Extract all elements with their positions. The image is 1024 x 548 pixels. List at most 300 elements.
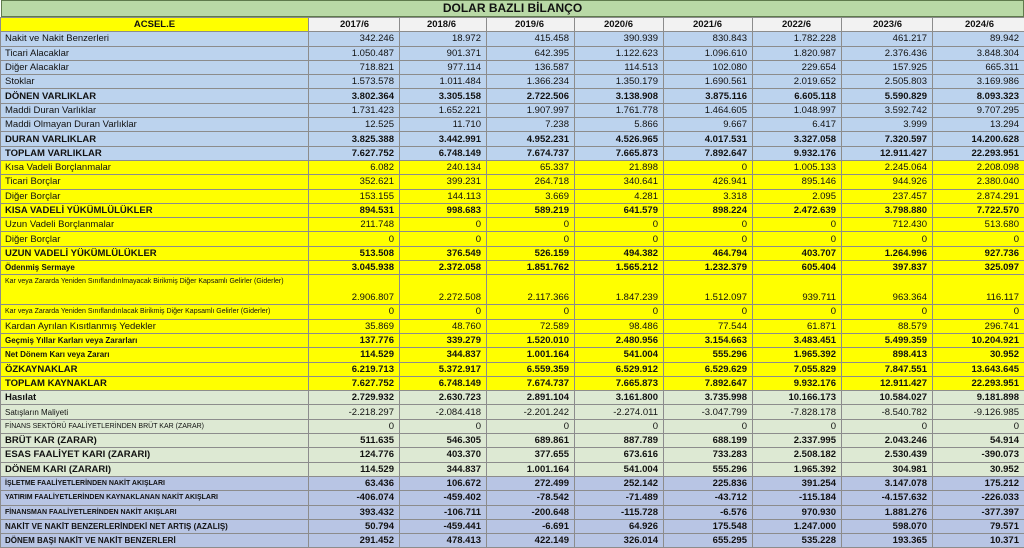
value-cell[interactable]: 1.366.234 <box>487 75 575 89</box>
value-cell[interactable]: 61.871 <box>753 319 842 333</box>
value-cell[interactable]: 5.372.917 <box>400 362 487 376</box>
value-cell[interactable]: 733.283 <box>664 448 753 462</box>
row-label-cell[interactable]: UZUN VADELİ YÜKÜMLÜLÜKLER <box>1 246 309 260</box>
value-cell[interactable]: 7.627.752 <box>309 146 400 160</box>
value-cell[interactable]: 2.117.366 <box>487 275 575 305</box>
value-cell[interactable]: 494.382 <box>575 246 664 260</box>
value-cell[interactable]: 14.200.628 <box>933 132 1024 146</box>
value-cell[interactable]: 655.295 <box>664 534 753 548</box>
row-label-cell[interactable]: Kısa Vadeli Borçlanmalar <box>1 160 309 174</box>
value-cell[interactable]: 72.589 <box>487 319 575 333</box>
value-cell[interactable]: 13.643.645 <box>933 362 1024 376</box>
value-cell[interactable]: 12.525 <box>309 118 400 132</box>
value-cell[interactable]: 3.592.742 <box>842 103 933 117</box>
row-label-cell[interactable]: Nakit ve Nakit Benzerleri <box>1 32 309 46</box>
value-cell[interactable]: 1.005.133 <box>753 160 842 174</box>
value-cell[interactable]: 252.142 <box>575 476 664 490</box>
value-cell[interactable]: 415.458 <box>487 32 575 46</box>
value-cell[interactable]: 642.395 <box>487 46 575 60</box>
value-cell[interactable]: 4.017.531 <box>664 132 753 146</box>
value-cell[interactable]: 0 <box>753 232 842 246</box>
value-cell[interactable]: 1.350.179 <box>575 75 664 89</box>
value-cell[interactable]: 2.095 <box>753 189 842 203</box>
row-label-cell[interactable]: Net Dönem Karı veya Zararı <box>1 348 309 362</box>
value-cell[interactable]: 2.480.956 <box>575 333 664 347</box>
value-cell[interactable]: 9.181.898 <box>933 391 1024 405</box>
row-label-cell[interactable]: TOPLAM KAYNAKLAR <box>1 376 309 390</box>
value-cell[interactable]: 229.654 <box>753 60 842 74</box>
value-cell[interactable]: -3.047.799 <box>664 405 753 419</box>
value-cell[interactable]: 0 <box>842 305 933 319</box>
value-cell[interactable]: 7.722.570 <box>933 203 1024 217</box>
value-cell[interactable]: 0 <box>487 305 575 319</box>
value-cell[interactable]: 1.847.239 <box>575 275 664 305</box>
value-cell[interactable]: 340.641 <box>575 175 664 189</box>
value-cell[interactable]: 114.513 <box>575 60 664 74</box>
row-label-cell[interactable]: NAKİT VE NAKİT BENZERLERİNDEKİ NET ARTIŞ (AZALIŞ) <box>1 519 309 533</box>
value-cell[interactable]: 1.247.000 <box>753 519 842 533</box>
value-cell[interactable]: 397.837 <box>842 261 933 275</box>
value-cell[interactable]: 3.825.388 <box>309 132 400 146</box>
value-cell[interactable]: 339.279 <box>400 333 487 347</box>
row-label-cell[interactable]: ESAS FAALİYET KARI (ZARARI) <box>1 448 309 462</box>
value-cell[interactable]: 2.508.182 <box>753 448 842 462</box>
value-cell[interactable]: 116.117 <box>933 275 1024 305</box>
value-cell[interactable]: 211.748 <box>309 218 400 232</box>
value-cell[interactable]: 898.413 <box>842 348 933 362</box>
value-cell[interactable]: 344.837 <box>400 348 487 362</box>
value-cell[interactable]: 102.080 <box>664 60 753 74</box>
value-cell[interactable]: 998.683 <box>400 203 487 217</box>
value-cell[interactable]: 0 <box>842 232 933 246</box>
value-cell[interactable]: -2.201.242 <box>487 405 575 419</box>
value-cell[interactable]: 0 <box>309 419 400 433</box>
value-cell[interactable]: 376.549 <box>400 246 487 260</box>
year-header[interactable]: 2017/6 <box>309 18 400 32</box>
value-cell[interactable]: 1.011.484 <box>400 75 487 89</box>
value-cell[interactable]: 352.621 <box>309 175 400 189</box>
value-cell[interactable]: -8.540.782 <box>842 405 933 419</box>
value-cell[interactable]: 77.544 <box>664 319 753 333</box>
value-cell[interactable]: 64.926 <box>575 519 664 533</box>
value-cell[interactable]: 10.204.921 <box>933 333 1024 347</box>
value-cell[interactable]: -200.648 <box>487 505 575 519</box>
value-cell[interactable]: 65.337 <box>487 160 575 174</box>
value-cell[interactable]: 511.635 <box>309 434 400 448</box>
value-cell[interactable]: 5.866 <box>575 118 664 132</box>
value-cell[interactable]: 21.898 <box>575 160 664 174</box>
value-cell[interactable]: 88.579 <box>842 319 933 333</box>
row-label-cell[interactable]: Geçmiş Yıllar Karları veya Zararları <box>1 333 309 347</box>
value-cell[interactable]: 225.836 <box>664 476 753 490</box>
value-cell[interactable]: 2.874.291 <box>933 189 1024 203</box>
value-cell[interactable]: 0 <box>664 305 753 319</box>
value-cell[interactable]: 9.707.295 <box>933 103 1024 117</box>
value-cell[interactable]: 2.472.639 <box>753 203 842 217</box>
value-cell[interactable]: 50.794 <box>309 519 400 533</box>
value-cell[interactable]: 1.652.221 <box>400 103 487 117</box>
value-cell[interactable]: 175.212 <box>933 476 1024 490</box>
value-cell[interactable]: 6.417 <box>753 118 842 132</box>
row-label-cell[interactable]: FİNANS SEKTÖRÜ FAALİYETLERİNDEN BRÜT KAR (ZARAR) <box>1 419 309 433</box>
value-cell[interactable]: 3.161.800 <box>575 391 664 405</box>
value-cell[interactable]: 461.217 <box>842 32 933 46</box>
value-cell[interactable]: 22.293.951 <box>933 146 1024 160</box>
value-cell[interactable]: -459.441 <box>400 519 487 533</box>
value-cell[interactable]: 0 <box>400 305 487 319</box>
value-cell[interactable]: -226.033 <box>933 491 1024 505</box>
value-cell[interactable]: 6.559.359 <box>487 362 575 376</box>
value-cell[interactable]: 513.508 <box>309 246 400 260</box>
value-cell[interactable]: 114.529 <box>309 348 400 362</box>
value-cell[interactable]: 1.907.997 <box>487 103 575 117</box>
value-cell[interactable]: 688.199 <box>664 434 753 448</box>
value-cell[interactable]: 0 <box>664 160 753 174</box>
row-label-cell[interactable]: DÖNEM BAŞI NAKİT VE NAKİT BENZERLERİ <box>1 534 309 548</box>
value-cell[interactable]: 526.159 <box>487 246 575 260</box>
value-cell[interactable]: 1.761.778 <box>575 103 664 117</box>
value-cell[interactable]: 2.505.803 <box>842 75 933 89</box>
value-cell[interactable]: 426.941 <box>664 175 753 189</box>
ticker-cell[interactable]: ACSEL.E <box>1 18 309 32</box>
row-label-cell[interactable]: DÖNEN VARLIKLAR <box>1 89 309 103</box>
value-cell[interactable]: 1.464.605 <box>664 103 753 117</box>
value-cell[interactable]: 1.820.987 <box>753 46 842 60</box>
year-header[interactable]: 2020/6 <box>575 18 664 32</box>
value-cell[interactable]: 478.413 <box>400 534 487 548</box>
value-cell[interactable]: 3.138.908 <box>575 89 664 103</box>
value-cell[interactable]: 30.952 <box>933 462 1024 476</box>
value-cell[interactable]: 541.004 <box>575 462 664 476</box>
value-cell[interactable]: 325.097 <box>933 261 1024 275</box>
value-cell[interactable]: 10.166.173 <box>753 391 842 405</box>
year-header[interactable]: 2021/6 <box>664 18 753 32</box>
value-cell[interactable]: 13.294 <box>933 118 1024 132</box>
value-cell[interactable]: -71.489 <box>575 491 664 505</box>
value-cell[interactable]: 1.565.212 <box>575 261 664 275</box>
row-label-cell[interactable]: Kar veya Zararda Yeniden Sınıflandırılacak Birikmiş Diğer Kapsamlı Gelirler (Giderler) <box>1 305 309 319</box>
value-cell[interactable]: 7.627.752 <box>309 376 400 390</box>
value-cell[interactable]: 136.587 <box>487 60 575 74</box>
value-cell[interactable]: 641.579 <box>575 203 664 217</box>
value-cell[interactable]: 6.219.713 <box>309 362 400 376</box>
value-cell[interactable]: 555.296 <box>664 462 753 476</box>
value-cell[interactable]: -6.691 <box>487 519 575 533</box>
value-cell[interactable]: 9.932.176 <box>753 146 842 160</box>
value-cell[interactable]: 0 <box>309 232 400 246</box>
value-cell[interactable]: 0 <box>487 218 575 232</box>
value-cell[interactable]: -2.274.011 <box>575 405 664 419</box>
value-cell[interactable]: 6.748.149 <box>400 376 487 390</box>
value-cell[interactable]: 54.914 <box>933 434 1024 448</box>
value-cell[interactable]: 175.548 <box>664 519 753 533</box>
value-cell[interactable]: 63.436 <box>309 476 400 490</box>
value-cell[interactable]: 718.821 <box>309 60 400 74</box>
value-cell[interactable]: 6.605.118 <box>753 89 842 103</box>
value-cell[interactable]: 10.584.027 <box>842 391 933 405</box>
value-cell[interactable]: 895.146 <box>753 175 842 189</box>
value-cell[interactable]: -377.397 <box>933 505 1024 519</box>
value-cell[interactable]: 157.925 <box>842 60 933 74</box>
value-cell[interactable]: 513.680 <box>933 218 1024 232</box>
value-cell[interactable]: 2.530.439 <box>842 448 933 462</box>
value-cell[interactable]: 7.665.873 <box>575 376 664 390</box>
value-cell[interactable]: 2.376.436 <box>842 46 933 60</box>
value-cell[interactable]: 887.789 <box>575 434 664 448</box>
value-cell[interactable]: -6.576 <box>664 505 753 519</box>
value-cell[interactable]: 927.736 <box>933 246 1024 260</box>
value-cell[interactable]: 0 <box>575 305 664 319</box>
value-cell[interactable]: 898.224 <box>664 203 753 217</box>
value-cell[interactable]: 7.674.737 <box>487 376 575 390</box>
value-cell[interactable]: 3.483.451 <box>753 333 842 347</box>
value-cell[interactable]: 977.114 <box>400 60 487 74</box>
value-cell[interactable]: 2.272.508 <box>400 275 487 305</box>
value-cell[interactable]: 3.045.938 <box>309 261 400 275</box>
value-cell[interactable]: 377.655 <box>487 448 575 462</box>
value-cell[interactable]: 3.999 <box>842 118 933 132</box>
value-cell[interactable]: 4.526.965 <box>575 132 664 146</box>
value-cell[interactable]: 7.665.873 <box>575 146 664 160</box>
value-cell[interactable]: 1.122.623 <box>575 46 664 60</box>
value-cell[interactable]: -9.126.985 <box>933 405 1024 419</box>
value-cell[interactable]: 546.305 <box>400 434 487 448</box>
value-cell[interactable]: -43.712 <box>664 491 753 505</box>
value-cell[interactable]: 124.776 <box>309 448 400 462</box>
value-cell[interactable]: 1.048.997 <box>753 103 842 117</box>
value-cell[interactable]: 0 <box>753 305 842 319</box>
value-cell[interactable]: -115.728 <box>575 505 664 519</box>
value-cell[interactable]: 464.794 <box>664 246 753 260</box>
value-cell[interactable]: 7.892.647 <box>664 376 753 390</box>
value-cell[interactable]: 0 <box>575 218 664 232</box>
row-label-cell[interactable]: FİNANSMAN FAALİYETLERİNDEN NAKİT AKIŞLARI <box>1 505 309 519</box>
value-cell[interactable]: 894.531 <box>309 203 400 217</box>
value-cell[interactable]: 0 <box>487 419 575 433</box>
value-cell[interactable]: 9.667 <box>664 118 753 132</box>
value-cell[interactable]: 598.070 <box>842 519 933 533</box>
row-label-cell[interactable]: YATIRIM FAALİYETLERİNDEN KAYNAKLANAN NAKİT AKIŞLARI <box>1 491 309 505</box>
value-cell[interactable]: 3.305.158 <box>400 89 487 103</box>
value-cell[interactable]: 0 <box>753 419 842 433</box>
year-header[interactable]: 2024/6 <box>933 18 1024 32</box>
value-cell[interactable]: 6.082 <box>309 160 400 174</box>
value-cell[interactable]: 3.169.986 <box>933 75 1024 89</box>
value-cell[interactable]: 403.707 <box>753 246 842 260</box>
value-cell[interactable]: 79.571 <box>933 519 1024 533</box>
value-cell[interactable]: 4.952.231 <box>487 132 575 146</box>
value-cell[interactable]: 901.371 <box>400 46 487 60</box>
value-cell[interactable]: 153.155 <box>309 189 400 203</box>
value-cell[interactable]: 1.881.276 <box>842 505 933 519</box>
row-label-cell[interactable]: DURAN VARLIKLAR <box>1 132 309 146</box>
row-label-cell[interactable]: Kardan Ayrılan Kısıtlanmış Yedekler <box>1 319 309 333</box>
value-cell[interactable]: 3.154.663 <box>664 333 753 347</box>
value-cell[interactable]: 1.573.578 <box>309 75 400 89</box>
value-cell[interactable]: 10.371 <box>933 534 1024 548</box>
row-label-cell[interactable]: Uzun Vadeli Borçlanmalar <box>1 218 309 232</box>
value-cell[interactable]: 291.452 <box>309 534 400 548</box>
row-label-cell[interactable]: Diğer Borçlar <box>1 189 309 203</box>
value-cell[interactable]: 605.404 <box>753 261 842 275</box>
value-cell[interactable]: 1.965.392 <box>753 348 842 362</box>
row-label-cell[interactable]: BRÜT KAR (ZARAR) <box>1 434 309 448</box>
value-cell[interactable]: 3.735.998 <box>664 391 753 405</box>
value-cell[interactable]: 48.760 <box>400 319 487 333</box>
value-cell[interactable]: 5.590.829 <box>842 89 933 103</box>
value-cell[interactable]: 3.875.116 <box>664 89 753 103</box>
value-cell[interactable]: 7.847.551 <box>842 362 933 376</box>
value-cell[interactable]: 0 <box>664 232 753 246</box>
value-cell[interactable]: 0 <box>842 419 933 433</box>
row-label-cell[interactable]: ÖZKAYNAKLAR <box>1 362 309 376</box>
value-cell[interactable]: 296.741 <box>933 319 1024 333</box>
value-cell[interactable]: -106.711 <box>400 505 487 519</box>
value-cell[interactable]: 393.432 <box>309 505 400 519</box>
row-label-cell[interactable]: KISA VADELİ YÜKÜMLÜLÜKLER <box>1 203 309 217</box>
value-cell[interactable]: 2.019.652 <box>753 75 842 89</box>
value-cell[interactable]: 0 <box>933 419 1024 433</box>
value-cell[interactable]: 1.851.762 <box>487 261 575 275</box>
row-label-cell[interactable]: Satışların Maliyeti <box>1 405 309 419</box>
value-cell[interactable]: 0 <box>400 232 487 246</box>
value-cell[interactable]: 9.932.176 <box>753 376 842 390</box>
value-cell[interactable]: 137.776 <box>309 333 400 347</box>
value-cell[interactable]: 2.337.995 <box>753 434 842 448</box>
value-cell[interactable]: 391.254 <box>753 476 842 490</box>
year-header[interactable]: 2022/6 <box>753 18 842 32</box>
value-cell[interactable]: 0 <box>487 232 575 246</box>
value-cell[interactable]: -115.184 <box>753 491 842 505</box>
value-cell[interactable]: 535.228 <box>753 534 842 548</box>
value-cell[interactable]: 944.926 <box>842 175 933 189</box>
value-cell[interactable]: 0 <box>753 218 842 232</box>
value-cell[interactable]: 4.281 <box>575 189 664 203</box>
row-label-cell[interactable]: Ticari Borçlar <box>1 175 309 189</box>
value-cell[interactable]: -390.073 <box>933 448 1024 462</box>
value-cell[interactable]: 30.952 <box>933 348 1024 362</box>
value-cell[interactable]: 2.372.058 <box>400 261 487 275</box>
value-cell[interactable]: 326.014 <box>575 534 664 548</box>
value-cell[interactable]: 0 <box>575 419 664 433</box>
value-cell[interactable]: 89.942 <box>933 32 1024 46</box>
row-label-cell[interactable]: Ticari Alacaklar <box>1 46 309 60</box>
value-cell[interactable]: 0 <box>933 305 1024 319</box>
value-cell[interactable]: -4.157.632 <box>842 491 933 505</box>
row-label-cell[interactable]: Hasılat <box>1 391 309 405</box>
year-header[interactable]: 2019/6 <box>487 18 575 32</box>
value-cell[interactable]: 0 <box>664 419 753 433</box>
value-cell[interactable]: 3.802.364 <box>309 89 400 103</box>
value-cell[interactable]: 237.457 <box>842 189 933 203</box>
value-cell[interactable]: 0 <box>309 305 400 319</box>
value-cell[interactable]: 1.782.228 <box>753 32 842 46</box>
value-cell[interactable]: 0 <box>400 419 487 433</box>
value-cell[interactable]: 2.043.246 <box>842 434 933 448</box>
value-cell[interactable]: 5.499.359 <box>842 333 933 347</box>
row-label-cell[interactable]: Kar veya Zararda Yeniden Sınıflandırılmayacak Birikmiş Diğer Kapsamlı Gelirler (Giderler) <box>1 275 309 305</box>
row-label-cell[interactable]: Ödenmiş Sermaye <box>1 261 309 275</box>
value-cell[interactable]: 0 <box>933 232 1024 246</box>
value-cell[interactable]: 2.630.723 <box>400 391 487 405</box>
row-label-cell[interactable]: Stoklar <box>1 75 309 89</box>
value-cell[interactable]: 665.311 <box>933 60 1024 74</box>
value-cell[interactable]: -459.402 <box>400 491 487 505</box>
value-cell[interactable]: 1.001.164 <box>487 348 575 362</box>
value-cell[interactable]: 344.837 <box>400 462 487 476</box>
year-header[interactable]: 2018/6 <box>400 18 487 32</box>
value-cell[interactable]: -7.828.178 <box>753 405 842 419</box>
value-cell[interactable]: 1.520.010 <box>487 333 575 347</box>
value-cell[interactable]: 2.208.098 <box>933 160 1024 174</box>
row-label-cell[interactable]: Maddi Olmayan Duran Varlıklar <box>1 118 309 132</box>
value-cell[interactable]: 342.246 <box>309 32 400 46</box>
value-cell[interactable]: 193.365 <box>842 534 933 548</box>
value-cell[interactable]: 12.911.427 <box>842 146 933 160</box>
value-cell[interactable]: 22.293.951 <box>933 376 1024 390</box>
value-cell[interactable]: 264.718 <box>487 175 575 189</box>
value-cell[interactable]: 1.264.996 <box>842 246 933 260</box>
value-cell[interactable]: 240.134 <box>400 160 487 174</box>
value-cell[interactable]: 3.669 <box>487 189 575 203</box>
value-cell[interactable]: 3.798.880 <box>842 203 933 217</box>
row-label-cell[interactable]: Diğer Borçlar <box>1 232 309 246</box>
value-cell[interactable]: 8.093.323 <box>933 89 1024 103</box>
value-cell[interactable]: 3.318 <box>664 189 753 203</box>
value-cell[interactable]: 11.710 <box>400 118 487 132</box>
value-cell[interactable]: 35.869 <box>309 319 400 333</box>
value-cell[interactable]: 144.113 <box>400 189 487 203</box>
value-cell[interactable]: 830.843 <box>664 32 753 46</box>
value-cell[interactable]: 1.512.097 <box>664 275 753 305</box>
row-label-cell[interactable]: İŞLETME FAALİYETLERİNDEN NAKİT AKIŞLARI <box>1 476 309 490</box>
value-cell[interactable]: 1.731.423 <box>309 103 400 117</box>
value-cell[interactable]: 3.442.991 <box>400 132 487 146</box>
value-cell[interactable]: 3.848.304 <box>933 46 1024 60</box>
value-cell[interactable]: 7.674.737 <box>487 146 575 160</box>
value-cell[interactable]: 7.238 <box>487 118 575 132</box>
value-cell[interactable]: 2.380.040 <box>933 175 1024 189</box>
value-cell[interactable]: 422.149 <box>487 534 575 548</box>
value-cell[interactable]: 541.004 <box>575 348 664 362</box>
value-cell[interactable]: 1.232.379 <box>664 261 753 275</box>
value-cell[interactable]: 2.729.932 <box>309 391 400 405</box>
value-cell[interactable]: 106.672 <box>400 476 487 490</box>
value-cell[interactable]: 272.499 <box>487 476 575 490</box>
value-cell[interactable]: 589.219 <box>487 203 575 217</box>
value-cell[interactable]: 7.892.647 <box>664 146 753 160</box>
value-cell[interactable]: 970.930 <box>753 505 842 519</box>
value-cell[interactable]: 0 <box>575 232 664 246</box>
value-cell[interactable]: 2.891.104 <box>487 391 575 405</box>
value-cell[interactable]: 2.722.506 <box>487 89 575 103</box>
value-cell[interactable]: 0 <box>400 218 487 232</box>
year-header[interactable]: 2023/6 <box>842 18 933 32</box>
value-cell[interactable]: 6.529.912 <box>575 362 664 376</box>
row-label-cell[interactable]: DÖNEM KARI (ZARARI) <box>1 462 309 476</box>
value-cell[interactable]: 403.370 <box>400 448 487 462</box>
value-cell[interactable]: -2.084.418 <box>400 405 487 419</box>
value-cell[interactable]: 1.001.164 <box>487 462 575 476</box>
value-cell[interactable]: 98.486 <box>575 319 664 333</box>
value-cell[interactable]: 555.296 <box>664 348 753 362</box>
value-cell[interactable]: 7.055.829 <box>753 362 842 376</box>
value-cell[interactable]: 673.616 <box>575 448 664 462</box>
value-cell[interactable]: 1.050.487 <box>309 46 400 60</box>
value-cell[interactable]: -2.218.297 <box>309 405 400 419</box>
value-cell[interactable]: 114.529 <box>309 462 400 476</box>
row-label-cell[interactable]: Diğer Alacaklar <box>1 60 309 74</box>
